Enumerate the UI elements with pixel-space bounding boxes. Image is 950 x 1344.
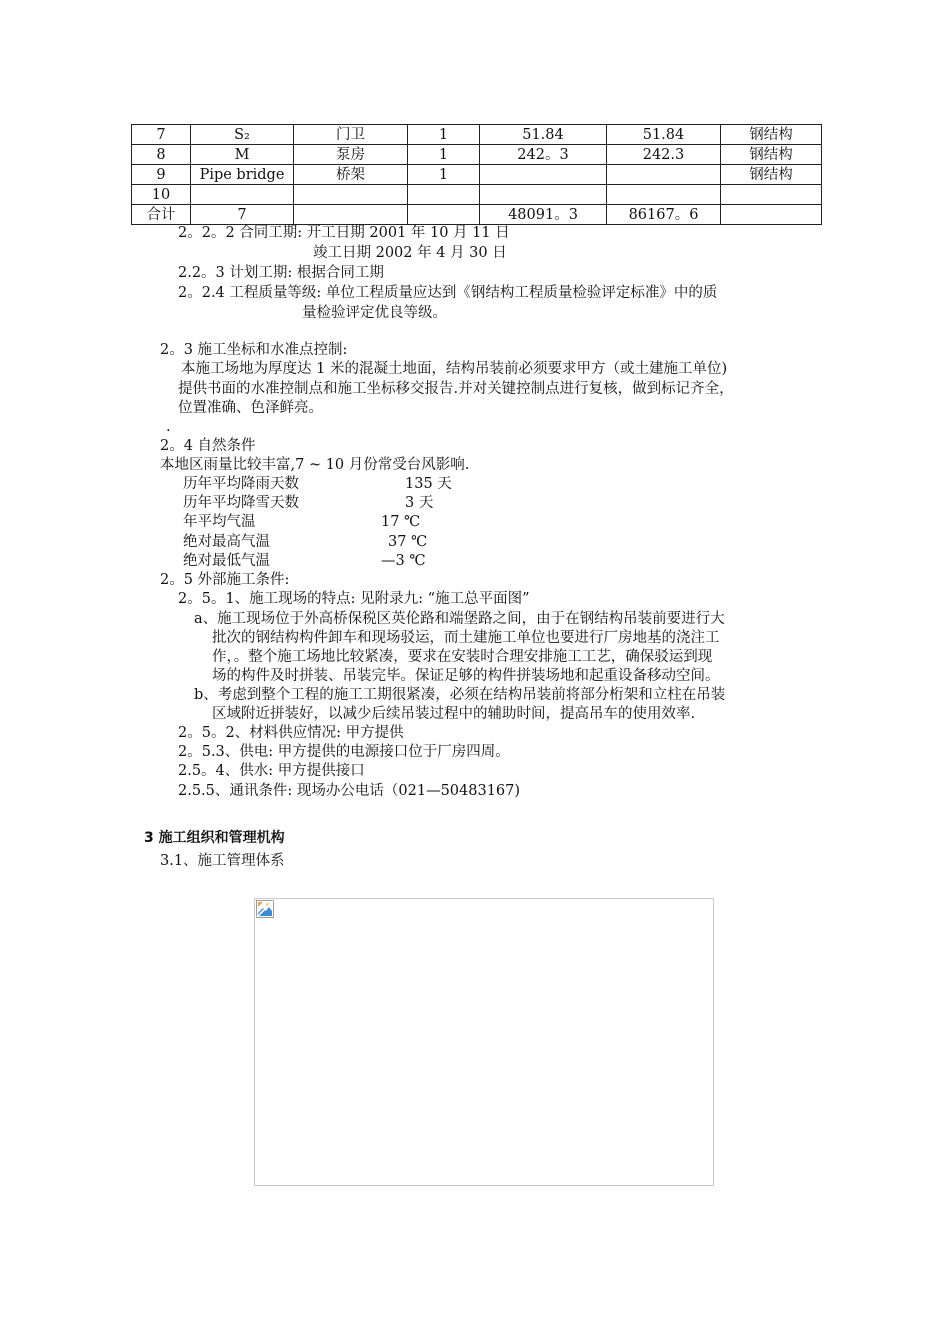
building-table bbox=[131, 124, 822, 225]
item-b-line1: b、考虑到整个工程的施工工期很紧凑，必须在结构吊装前将部分桁架和立柱在吊装 bbox=[194, 687, 726, 703]
table-cell: 门卫 bbox=[294, 125, 408, 145]
section-2-4-heading: 2。4 自然条件 bbox=[160, 438, 256, 454]
climate-value: 3 天 bbox=[405, 495, 434, 511]
table-cell bbox=[607, 185, 721, 205]
quality-grade-line2: 量检验评定优良等级。 bbox=[302, 305, 447, 321]
section-2-3-para3: 位置准确、色泽鲜亮。 bbox=[178, 400, 323, 416]
section-2-5-heading: 2。5 外部施工条件: bbox=[160, 572, 290, 588]
table-cell: Pipe bridge bbox=[191, 165, 294, 185]
broken-image-icon bbox=[256, 900, 274, 918]
climate-summary: 本地区雨量比较丰富,7 ~ 10 月份常受台风影响. bbox=[160, 457, 470, 473]
table-cell: 1 bbox=[408, 145, 480, 165]
item-a-line1: a、施工现场位于外高桥保税区英伦路和端堡路之间，由于在钢结构吊装前要进行大 bbox=[194, 611, 725, 627]
table-cell bbox=[294, 185, 408, 205]
table-cell: 9 bbox=[132, 165, 191, 185]
table-row bbox=[132, 205, 822, 225]
table-cell: 48091。3 bbox=[480, 205, 607, 225]
climate-label: 绝对最低气温 bbox=[183, 553, 270, 569]
table-row bbox=[132, 165, 822, 185]
table-cell: 242。3 bbox=[480, 145, 607, 165]
site-features-line: 2。5。1、施工现场的特点: 见附录九: “施工总平面图” bbox=[178, 591, 530, 607]
climate-label: 历年平均降雪天数 bbox=[183, 495, 299, 511]
communications-line: 2.5.5、通讯条件: 现场办公电话（021—50483167) bbox=[178, 783, 521, 799]
section-2-3-para1: 本施工场地为厚度达 1 米的混凝土地面，结构吊装前必须要求甲方（或土建施工单位) bbox=[181, 361, 728, 377]
power-line: 2。5.3、供电: 甲方提供的电源接口位于厂房四周。 bbox=[178, 744, 510, 760]
table-cell: 钢结构 bbox=[721, 145, 822, 165]
quality-grade-line1: 2。2.4 工程质量等级: 单位工程质量应达到《钢结构工程质量检验评定标准》中的质 bbox=[178, 285, 718, 301]
table-cell: 51.84 bbox=[607, 125, 721, 145]
planned-period: 2.2。3 计划工期: 根据合同工期 bbox=[178, 265, 384, 281]
climate-value: 135 天 bbox=[405, 476, 452, 492]
materials-line: 2。5。2、材料供应情况: 甲方提供 bbox=[178, 725, 404, 741]
climate-label: 年平均气温 bbox=[183, 514, 256, 530]
table-cell: 8 bbox=[132, 145, 191, 165]
contract-period-start: 2。2。2 合同工期: 开工日期 2001 年 10 月 11 日 bbox=[178, 225, 510, 241]
item-a-line4: 场的构件及时拼装、吊装完毕。保证足够的构件拼装场地和起重设备移动空间。 bbox=[212, 668, 720, 684]
water-line: 2.5。4、供水: 甲方提供接口 bbox=[178, 763, 365, 779]
table-cell: 泵房 bbox=[294, 145, 408, 165]
table-cell bbox=[408, 205, 480, 225]
table-cell: 7 bbox=[132, 125, 191, 145]
table-cell bbox=[721, 185, 822, 205]
table-cell: M bbox=[191, 145, 294, 165]
section-3-1-heading: 3.1、施工管理体系 bbox=[160, 853, 285, 869]
table-cell bbox=[408, 185, 480, 205]
contract-period-end: 竣工日期 2002 年 4 月 30 日 bbox=[313, 245, 507, 261]
table-row bbox=[132, 185, 822, 205]
table-cell bbox=[294, 205, 408, 225]
table-cell bbox=[721, 205, 822, 225]
table-cell bbox=[191, 185, 294, 205]
table-cell: 242.3 bbox=[607, 145, 721, 165]
table-cell: 合计 bbox=[132, 205, 191, 225]
table-cell: 86167。6 bbox=[607, 205, 721, 225]
section-3-heading: 3 施工组织和管理机构 bbox=[144, 830, 285, 846]
table-cell: 1 bbox=[408, 125, 480, 145]
climate-value: 37 ℃ bbox=[388, 534, 428, 550]
table-cell: 钢结构 bbox=[721, 165, 822, 185]
table-cell: 51.84 bbox=[480, 125, 607, 145]
table-cell: 10 bbox=[132, 185, 191, 205]
climate-value: 17 ℃ bbox=[381, 514, 421, 530]
management-diagram-image bbox=[254, 898, 714, 1186]
section-2-3-heading: 2。3 施工坐标和水准点控制: bbox=[160, 342, 348, 358]
climate-label: 历年平均降雨天数 bbox=[183, 476, 299, 492]
table-cell: 钢结构 bbox=[721, 125, 822, 145]
table-cell bbox=[607, 165, 721, 185]
table-cell bbox=[480, 165, 607, 185]
item-a-line2: 批次的钢结构构件卸车和现场驳运，而土建施工单位也要进行厂房地基的浇注工 bbox=[212, 630, 720, 646]
table-cell: 7 bbox=[191, 205, 294, 225]
item-a-line3: 作，。整个施工场地比较紧凑，要求在安装时合理安排施工工艺，确保驳运到现 bbox=[212, 649, 713, 665]
table-cell: 桥架 bbox=[294, 165, 408, 185]
table-row bbox=[132, 145, 822, 165]
climate-label: 绝对最高气温 bbox=[183, 534, 270, 550]
table-cell bbox=[480, 185, 607, 205]
table-row bbox=[132, 125, 822, 145]
climate-value: —3 ℃ bbox=[381, 553, 426, 569]
table-cell: S₂ bbox=[191, 125, 294, 145]
stray-dot: . bbox=[166, 419, 171, 435]
item-b-line2: 区域附近拼装好，以减少后续吊装过程中的辅助时间，提高吊车的使用效率. bbox=[212, 706, 696, 722]
table-cell: 1 bbox=[408, 165, 480, 185]
section-2-3-para2: 提供书面的水准控制点和施工坐标移交报告.并对关键控制点进行复核，做到标记齐全， bbox=[178, 381, 734, 397]
